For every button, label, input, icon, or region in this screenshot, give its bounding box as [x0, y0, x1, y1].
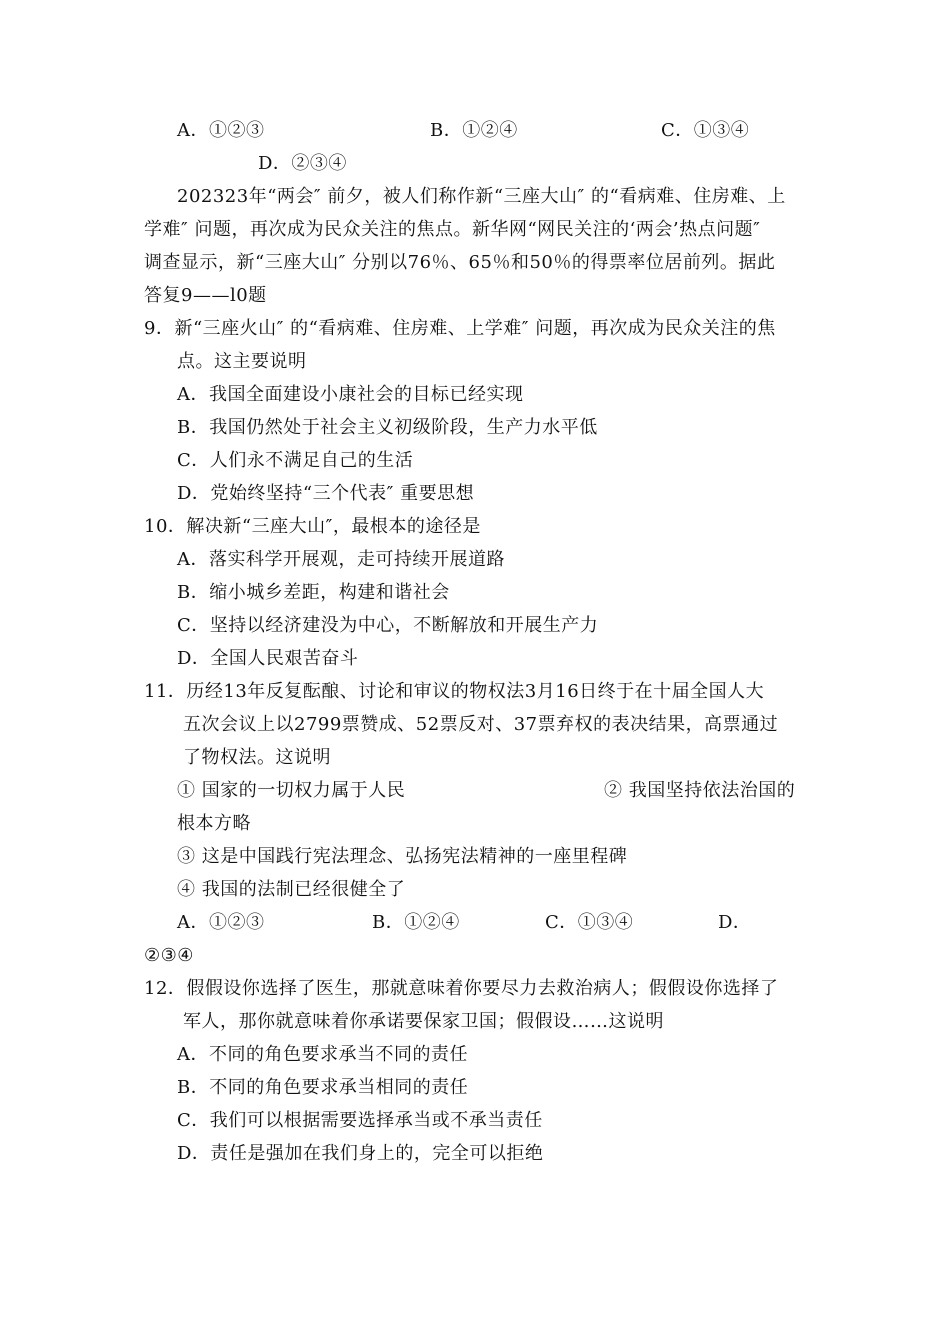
q10-option-d: D．全国人民艰苦奋斗 — [177, 648, 359, 669]
q9-option-d: D．党始终坚持“三个代表″ 重要思想 — [177, 483, 475, 504]
intro-line: 答复9——l0题 — [144, 285, 267, 306]
q11-stem-cont: 五次会议上以2799票赞成、52票反对、37票弃权的表决结果，高票通过 — [183, 714, 779, 735]
q9-option-c: C．人们永不满足自己的生活 — [177, 450, 414, 471]
q12-stem-cont: 军人，那你就意味着你承诺要保家卫国；假假设……这说明 — [183, 1011, 664, 1032]
q11-option-d-value: ②③④ — [144, 945, 194, 966]
q10-stem: 10．解决新“三座大山″，最根本的途径是 — [144, 516, 481, 537]
q9-option-b: B．我国仍然处于社会主义初级阶段，生产力水平低 — [177, 417, 598, 438]
q9-option-a: A．我国全面建设小康社会的目标已经实现 — [177, 384, 524, 405]
q8-option-d: D．②③④ — [258, 153, 347, 174]
q9-stem-cont: 点。这主要说明 — [177, 351, 307, 372]
q11-option-c: C．①③④ — [545, 912, 634, 933]
q8-option-b: B．①②④ — [430, 120, 518, 141]
q10-option-b: B．缩小城乡差距，构建和谐社会 — [177, 582, 450, 603]
q11-statement-2: ② 我国坚持依法治国的 — [604, 780, 796, 801]
q12-stem: 12．假假设你选择了医生，那就意味着你要尽力去救治病人；假假设你选择了 — [144, 978, 779, 999]
q10-option-c: C．坚持以经济建没为中心，不断解放和开展生产力 — [177, 615, 599, 636]
q11-option-b: B．①②④ — [372, 912, 460, 933]
q8-option-c: C．①③④ — [661, 120, 750, 141]
q12-option-a: A．不同的角色要求承当不同的责任 — [177, 1044, 468, 1065]
q10-option-a: A．落实科学开展观，走可持续开展道路 — [177, 549, 505, 570]
q11-statement-1: ① 国家的一切权力属于人民 — [177, 780, 406, 801]
q11-statement-3: ③ 这是中国践行宪法理念、弘扬宪法精神的一座里程碑 — [177, 846, 628, 867]
q11-stem-cont: 了物权法。这说明 — [183, 747, 331, 768]
intro-line: 调查显示，新“三座大山″ 分别以76％、65％和50％的得票率位居前列。据此 — [144, 252, 776, 273]
q11-option-a: A．①②③ — [177, 912, 265, 933]
q12-option-d: D．责任是强加在我们身上的，完全可以拒绝 — [177, 1143, 544, 1164]
q11-option-d-label: D． — [718, 912, 752, 933]
q8-option-a: A．①②③ — [177, 120, 265, 141]
q9-stem: 9．新“三座火山″ 的“看病难、住房难、上学难″ 问题，再次成为民众关注的焦 — [144, 318, 776, 339]
intro-line: 202323年“两会″ 前夕，被人们称作新“三座大山″ 的“看病难、住房难、上 — [177, 186, 786, 207]
q11-statement-2-cont: 根本方略 — [177, 813, 251, 834]
intro-line: 学难″ 问题，再次成为民众关注的焦点。新华网“网民关注的‘两会’热点问题″ — [144, 219, 761, 240]
q11-stem: 11．历经13年反复酝酿、讨论和审议的物权法3月16日终于在十届全国人大 — [144, 681, 765, 702]
q12-option-b: B．不同的角色要求承当相同的责任 — [177, 1077, 469, 1098]
q11-statement-4: ④ 我国的法制已经很健全了 — [177, 879, 406, 900]
q12-option-c: C．我们可以根据需要选择承当或不承当责任 — [177, 1110, 543, 1131]
